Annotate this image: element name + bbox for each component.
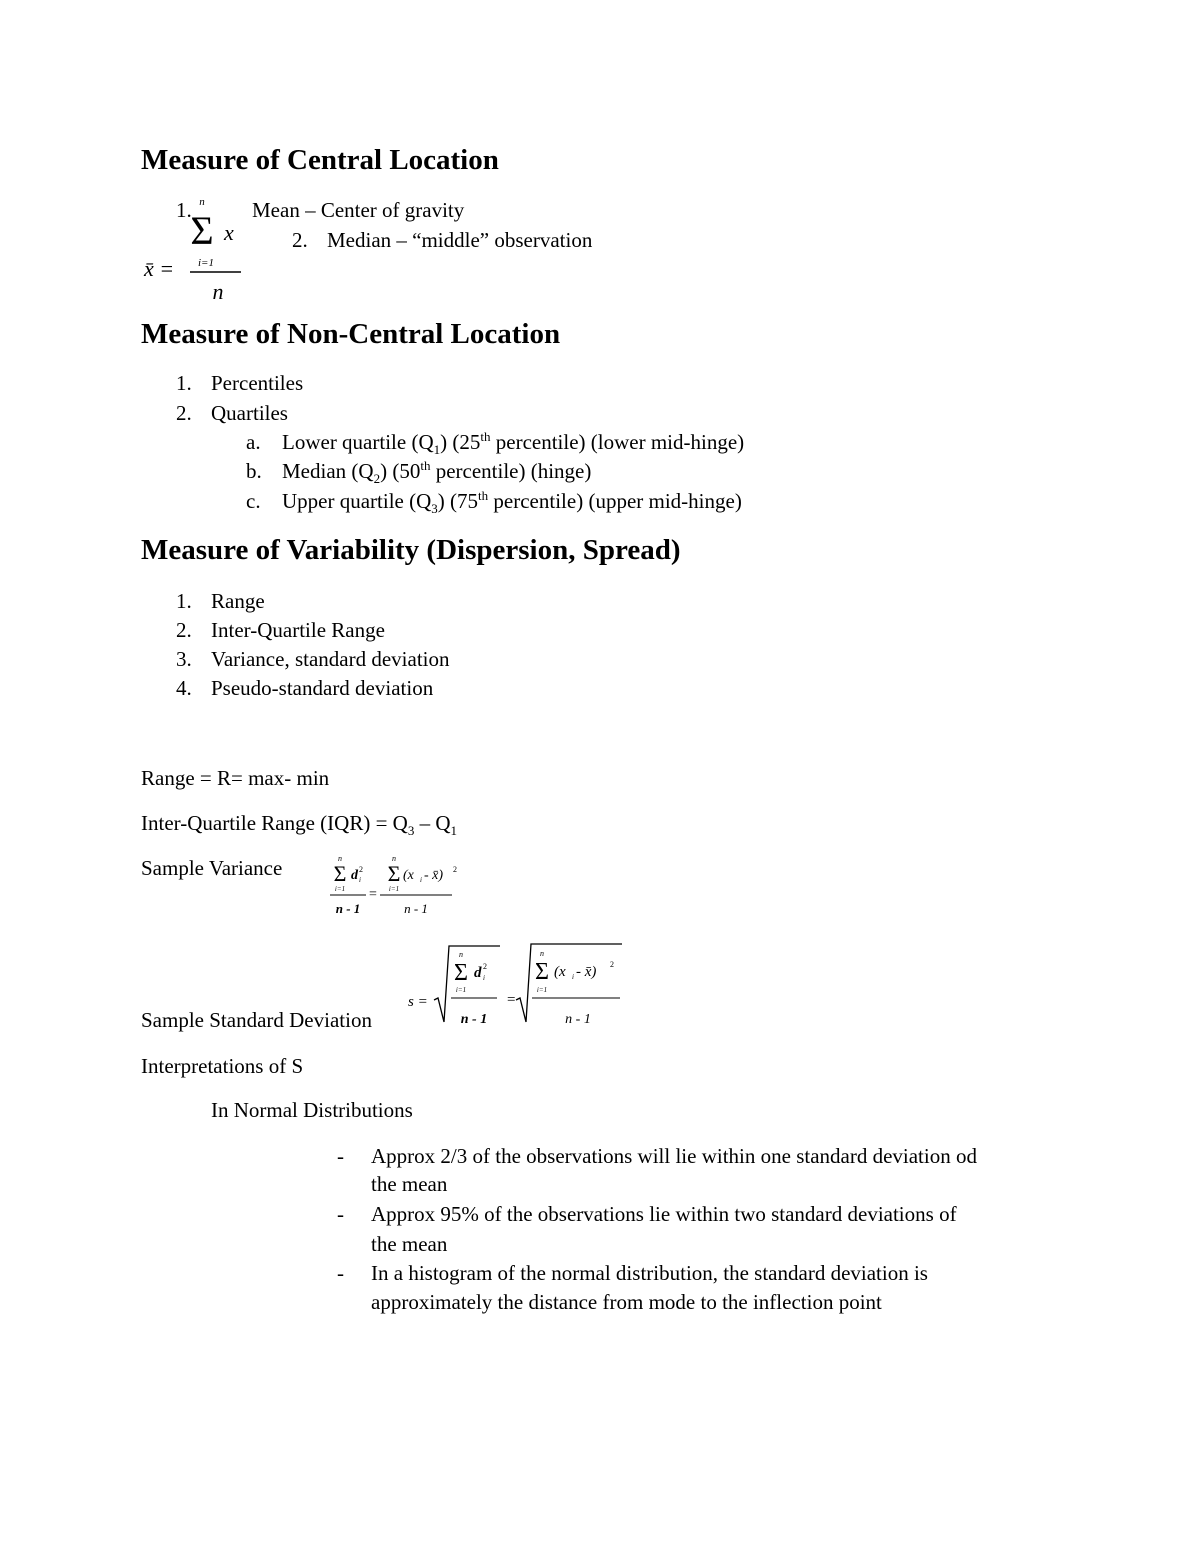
bullet-line: Approx 2/3 of the observations will lie within one standard deviation od (371, 1144, 977, 1168)
svg-text:2: 2 (610, 960, 614, 969)
bullet-line: the mean (371, 1232, 448, 1256)
normal-distributions-label: In Normal Distributions (211, 1098, 413, 1122)
list-number: 4. (176, 676, 192, 700)
svg-text:=: = (507, 992, 516, 1008)
sample-stddev-label: Sample Standard Deviation (141, 1008, 372, 1032)
sublist-letter: a. (246, 430, 261, 454)
svg-text:d: d (351, 868, 358, 883)
bullet-dash: - (337, 1144, 344, 1168)
numerator-variable: x (224, 220, 234, 245)
bullet-line: In a histogram of the normal distribution, the standard deviation is (371, 1261, 928, 1285)
svg-text:n - 1: n - 1 (460, 1012, 488, 1027)
svg-text:i: i (572, 973, 574, 981)
bullet-dash: - (337, 1261, 344, 1285)
svg-text:- x̄): - x̄) (576, 964, 597, 980)
sublist-item-median: Median $(Q_2)$ (50th percentile) (hinge) (282, 458, 592, 487)
stddev-formula (404, 942, 624, 1030)
sublist-letter: c. (246, 489, 261, 513)
list-number: 3. (176, 647, 192, 671)
bullet-line: approximately the distance from mode to the inflection point (371, 1290, 882, 1314)
svg-text:(x: (x (554, 964, 566, 980)
sum-upper-limit: n (199, 196, 205, 208)
list-number: 1. (176, 371, 192, 395)
svg-text:s =: s = (408, 994, 428, 1010)
svg-text:i: i (359, 876, 361, 884)
svg-text:- x̄): - x̄) (424, 868, 444, 883)
sublist-letter: b. (246, 459, 262, 483)
list-item-range: Range (211, 589, 265, 613)
heading-central-location: Measure of Central Location (141, 144, 499, 176)
formula-lhs: x̄ = (144, 256, 175, 281)
svg-text:Σ: Σ (535, 959, 549, 985)
sample-variance-label: Sample Variance (141, 856, 283, 880)
list-item-pseudo-sd: Pseudo-standard deviation (211, 676, 434, 700)
bullet-line: Approx 95% of the observations lie within two standard deviations of (371, 1202, 957, 1226)
svg-text:n - 1: n - 1 (404, 901, 428, 916)
svg-text:i=1: i=1 (455, 986, 467, 994)
list-number: 2. (176, 401, 192, 425)
list-number: 2. (292, 228, 308, 252)
sum-lower-limit: i=1 (198, 257, 214, 269)
range-definition: Range = R= max- min (141, 766, 330, 790)
sublist-item-lower-quartile: Lower quartile $(Q_1)$ (25th percentile) (lower mid-hinge) (282, 429, 745, 458)
list-item-iqr: Inter-Quartile Range (211, 618, 385, 642)
svg-text:Σ: Σ (333, 861, 347, 886)
svg-text:i: i (420, 876, 422, 884)
sigma-symbol: Σ (190, 208, 214, 253)
svg-text:n - 1: n - 1 (565, 1012, 591, 1027)
list-item-percentiles: Percentiles (211, 371, 304, 395)
svg-text:2: 2 (359, 865, 363, 874)
list-item-median: Median – “middle” observation (327, 228, 593, 252)
svg-text:Σ: Σ (387, 861, 401, 886)
iqr-definition: Inter-Quartile Range $(IQR) = Q_3 - Q_1$ (141, 811, 458, 839)
svg-text:n: n (338, 854, 342, 863)
mean-formula (140, 192, 250, 304)
list-number: 1. (176, 198, 192, 222)
svg-text:i=1: i=1 (388, 885, 400, 893)
svg-text:n: n (540, 949, 544, 958)
svg-text:i: i (483, 974, 485, 982)
svg-text:(x: (x (403, 868, 414, 883)
svg-text:i=1: i=1 (536, 986, 548, 994)
list-number: 1. (176, 589, 192, 613)
svg-text:n: n (459, 950, 463, 959)
sublist-item-upper-quartile: Upper quartile $(Q_3)$ (75th percentile) (upper mid-hinge) (282, 488, 742, 517)
list-item-mean: Mean – Center of gravity (252, 198, 465, 222)
svg-text:i=1: i=1 (334, 885, 346, 893)
heading-noncentral-location: Measure of Non-Central Location (141, 318, 561, 350)
svg-text:n: n (392, 854, 396, 863)
formula-denominator: n (212, 279, 224, 304)
list-number: 2. (176, 618, 192, 642)
list-item-variance: Variance, standard deviation (211, 647, 450, 671)
bullet-line: the mean (371, 1172, 448, 1196)
svg-text:Σ: Σ (454, 960, 468, 986)
svg-text:n - 1: n - 1 (335, 901, 361, 916)
interpretations-label: Interpretations of S (141, 1054, 304, 1078)
svg-text:=: = (369, 887, 377, 902)
svg-text:d: d (474, 965, 482, 981)
list-item-quartiles: Quartiles (211, 401, 288, 425)
svg-text:2: 2 (483, 962, 487, 971)
heading-variability: Measure of Variability (Dispersion, Spread) (141, 534, 681, 566)
bullet-dash: - (337, 1202, 344, 1226)
variance-formula (326, 852, 466, 920)
svg-text:2: 2 (453, 865, 457, 874)
